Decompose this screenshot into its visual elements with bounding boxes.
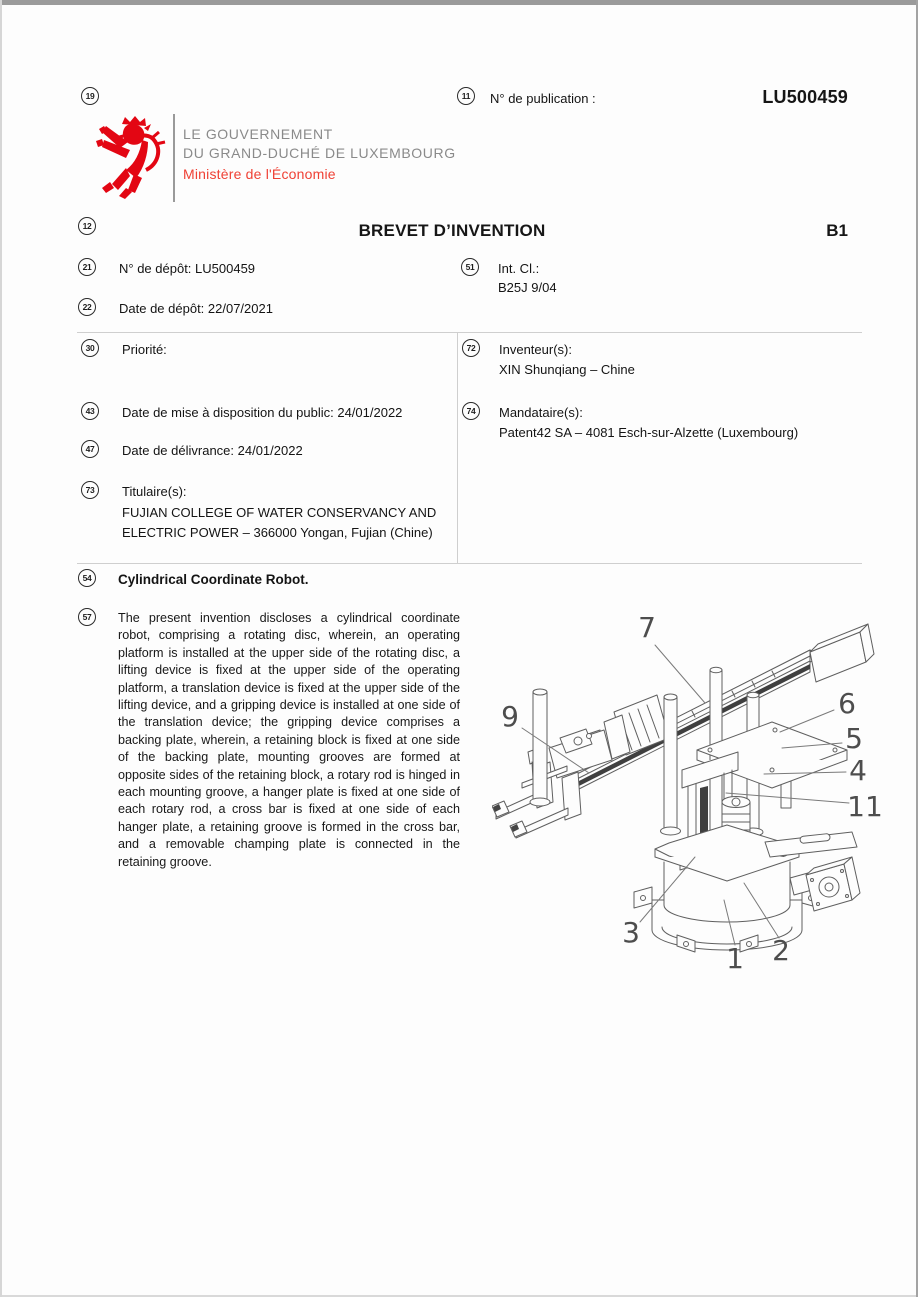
agents-value: Patent42 SA – 4081 Esch-sur-Alzette (Luxembourg)	[499, 425, 799, 440]
inid-code-47-value: 47	[85, 444, 95, 454]
inventors-value: XIN Shunqiang – Chine	[499, 362, 635, 377]
deposit-number-field: N° de dépôt: LU500459	[119, 261, 256, 276]
inid-code-22-value: 22	[82, 302, 92, 312]
inid-code-54-value: 54	[82, 573, 92, 583]
int-cl-label: Int. Cl.:	[498, 261, 540, 276]
inid-code-51-value: 51	[465, 262, 475, 272]
gripper-assembly	[492, 729, 612, 838]
ministry-line: Ministère de l'Économie	[183, 166, 336, 182]
inid-code-74-value: 74	[466, 406, 476, 416]
priority-label: Priorité:	[122, 342, 167, 357]
section-divider-top	[77, 332, 862, 333]
inid-code-12-value: 12	[82, 221, 92, 231]
inid-code-21	[78, 258, 96, 276]
abstract-text: The present invention discloses a cylindrical coordinate robot, comprising a rotating disc, wherein, an operating platform is installed at the upper side of the rotating disc, a lifting device is fixed at the upper side of the operating platform, a translation device is fixed at the upper side of the lifting device, and a gripping device is installed at one side of the translation device; the gripping device comprises a backing plate, wherein, a retaining block is fixed at one side of the backing plate, mounting grooves are formed at opposite sides of the retaining block, a rotary rod is hinged in each mounting groove, a hanger plate is fixed at one side of each rotary rod, a cross bar is fixed at one side of each hanger plate, a retaining groove is formed in the cross bar, and a removable champing plate is connected in the retaining groove.	[118, 611, 460, 869]
base-motor	[790, 857, 860, 911]
government-line-2: DU GRAND-DUCHÉ DE LUXEMBOURG	[183, 145, 456, 161]
int-cl-value: B25J 9/04	[498, 280, 557, 295]
figure-label-5: 5	[845, 722, 863, 755]
figure-label-6: 6	[838, 687, 856, 720]
inid-code-51	[461, 258, 479, 276]
inid-code-19-value: 19	[85, 91, 95, 101]
government-line-1: LE GOUVERNEMENT	[183, 126, 333, 142]
luxembourg-lion-icon	[92, 114, 168, 200]
figure-label-4: 4	[849, 754, 867, 787]
inid-code-11-value: 11	[461, 91, 471, 101]
publication-date-field: Date de mise à disposition du public: 24/01/2022	[122, 405, 403, 420]
inid-code-43-value: 43	[85, 406, 95, 416]
inid-code-21-value: 21	[82, 262, 92, 272]
logo-divider	[173, 114, 175, 202]
column-divider	[457, 332, 458, 563]
figure-label-9: 9	[501, 700, 519, 733]
section-divider-bottom	[77, 563, 862, 564]
holders-line-2: ELECTRIC POWER – 366000 Yongan, Fujian (Chine)	[122, 525, 433, 540]
inid-code-73	[81, 481, 99, 499]
inid-code-47	[81, 440, 99, 458]
government-logo-text	[183, 125, 456, 184]
side-bracket-plate	[765, 832, 857, 857]
figure-label-11: 11	[847, 790, 883, 823]
figure-label-3: 3	[622, 916, 640, 949]
grant-date-field: Date de délivrance: 24/01/2022	[122, 443, 303, 458]
robot-figure	[492, 600, 912, 990]
inid-code-11	[457, 87, 475, 105]
deposit-date-field: Date de dépôt: 22/07/2021	[119, 301, 273, 316]
figure-label-2: 2	[772, 934, 790, 967]
publication-number: LU500459	[762, 87, 848, 107]
kind-code: B1	[826, 221, 848, 240]
inid-code-30-value: 30	[85, 343, 95, 353]
holders-label: Titulaire(s):	[122, 484, 187, 499]
rail-end-motor	[810, 624, 874, 682]
inid-code-73-value: 73	[85, 485, 95, 495]
inventors-label: Inventeur(s):	[499, 342, 572, 357]
figure-label-1: 1	[726, 942, 744, 975]
inid-code-19	[81, 87, 99, 105]
inid-code-57-value: 57	[82, 612, 92, 622]
inid-code-54	[78, 569, 96, 587]
inid-code-43	[81, 402, 99, 420]
inid-code-72	[462, 339, 480, 357]
lion-figure	[96, 116, 165, 199]
publication-number-label: N° de publication :	[490, 91, 596, 106]
inid-code-30	[81, 339, 99, 357]
agents-label: Mandataire(s):	[499, 405, 583, 420]
inid-code-22	[78, 298, 96, 316]
invention-title: Cylindrical Coordinate Robot.	[118, 572, 309, 587]
page-top-edge	[2, 0, 916, 5]
inid-code-74	[462, 402, 480, 420]
holders-line-1: FUJIAN COLLEGE OF WATER CONSERVANCY AND	[122, 505, 437, 520]
document-type-title: BREVET D’INVENTION	[358, 221, 546, 240]
inid-code-72-value: 72	[466, 343, 476, 353]
figure-label-7: 7	[638, 611, 656, 644]
inid-code-57	[78, 608, 96, 626]
